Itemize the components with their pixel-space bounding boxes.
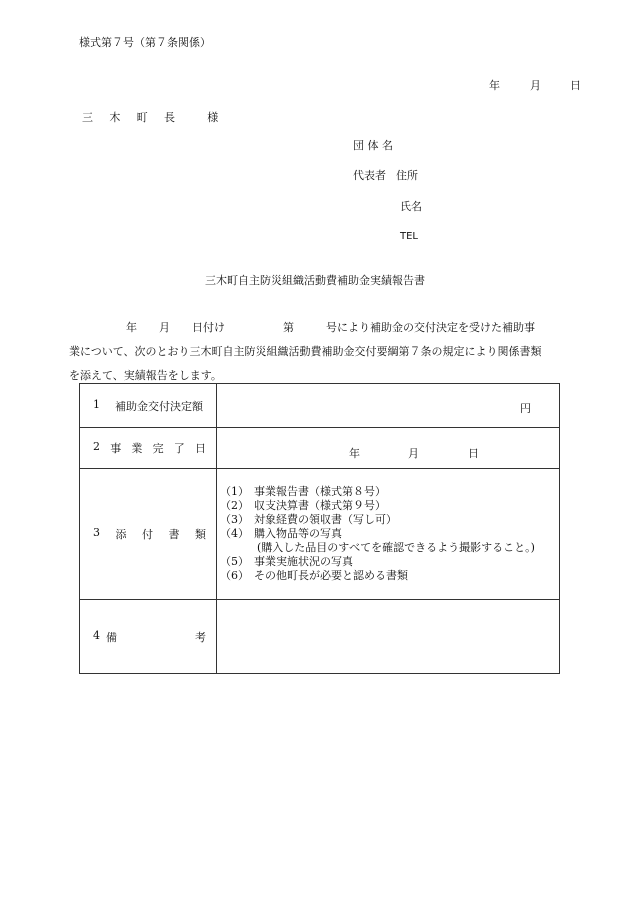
body-line-1: [69, 316, 579, 340]
item-note: (購入した品目のすべてを確認できるよう撮影すること。): [257, 541, 535, 554]
recipient-char: 長: [163, 111, 176, 124]
item-text: 事業実施状況の写真: [254, 555, 353, 568]
recipient: [82, 112, 219, 123]
recipient-char: 三: [82, 111, 94, 124]
grant-amount-label: 補助金交付決定額: [115, 399, 203, 413]
sender-address-label: 住所: [396, 169, 418, 182]
label-char: 添: [115, 528, 127, 541]
label-char: 書: [168, 528, 180, 541]
item-text: 収支決算書（様式第９号）: [254, 499, 386, 512]
report-table: [79, 383, 560, 674]
item-text: 事業報告書（様式第８号）: [254, 485, 386, 498]
body-line-3: を添えて、実績報告をします。: [69, 369, 222, 382]
list-item: [220, 555, 559, 569]
item-text: 購入物品等の写真: [254, 527, 342, 540]
item-number: （1）: [220, 485, 249, 498]
list-item: [220, 569, 559, 583]
sender-representative: [353, 170, 418, 181]
row-label: [80, 600, 217, 674]
body-decision: 号により補助金の交付決定を受けた補助事: [326, 321, 535, 334]
date-year: 年: [489, 79, 500, 92]
table-row: [80, 469, 560, 600]
document-title: 三木町自主防災組織活動費補助金実績報告書: [205, 274, 425, 287]
body-dated: 日付け: [192, 321, 225, 334]
yen-unit: 円: [520, 402, 531, 415]
grant-amount-field[interactable]: [217, 384, 560, 428]
body-month: 月: [159, 321, 170, 334]
list-item: [220, 499, 559, 513]
body-year: 年: [126, 321, 137, 334]
label-char: 類: [195, 528, 206, 541]
report-body: [69, 316, 579, 388]
label-char: 日: [194, 442, 206, 455]
row-label: [80, 384, 217, 428]
body-line-2: 業について、次のとおり三木町自主防災組織活動費補助金交付要綱第７条の規定により関係書類: [69, 345, 542, 358]
item-text: 対象経費の領収書（写し可）: [254, 513, 397, 526]
table-row: [80, 384, 560, 428]
list-item: [220, 527, 559, 541]
recipient-char: 木: [109, 111, 121, 124]
table-row: [80, 600, 560, 674]
completion-date-field[interactable]: [217, 428, 560, 469]
item-number: （3）: [220, 513, 249, 526]
row-number: 3: [93, 526, 100, 539]
row-number: 1: [93, 397, 100, 411]
list-item: [220, 513, 559, 527]
table-row: [80, 428, 560, 469]
item-text: その他町長が必要と認める書類: [254, 569, 408, 582]
sender-name-label: 氏名: [400, 200, 422, 213]
sender-tel-label: TEL: [400, 231, 418, 242]
item-number: （6）: [220, 569, 249, 582]
completion-month: 月: [408, 447, 419, 460]
recipient-honorific: 様: [207, 111, 219, 124]
form-number: 様式第７号（第７条関係）: [79, 36, 211, 49]
date-day: 日: [570, 79, 581, 92]
label-char: 考: [195, 630, 206, 644]
label-char: 事: [110, 442, 122, 455]
completion-year: 年: [349, 447, 360, 460]
sender-rep-label: 代表者: [353, 169, 386, 182]
label-char: 業: [131, 442, 143, 455]
row-label: [80, 469, 217, 600]
completion-day: 日: [468, 447, 479, 460]
remarks-field[interactable]: [217, 600, 560, 674]
label-char: 完: [152, 442, 164, 455]
row-number: 4: [93, 628, 100, 642]
label-char: 付: [142, 528, 153, 541]
item-number: （5）: [220, 555, 249, 568]
item-number: （2）: [220, 499, 249, 512]
attachments-list-cell: [217, 469, 560, 600]
submission-date: [489, 80, 581, 91]
attachments-list: [217, 485, 559, 583]
row-number: 2: [93, 440, 100, 453]
label-char: 備: [106, 630, 117, 644]
item-number: （4）: [220, 527, 249, 540]
date-month: 月: [530, 79, 541, 92]
label-char: 了: [173, 442, 185, 455]
row-label: [80, 428, 217, 469]
list-item: [220, 485, 559, 499]
body-no: 第: [283, 321, 294, 334]
recipient-char: 町: [136, 111, 148, 124]
sender-org-label: 団 体 名: [353, 139, 393, 152]
